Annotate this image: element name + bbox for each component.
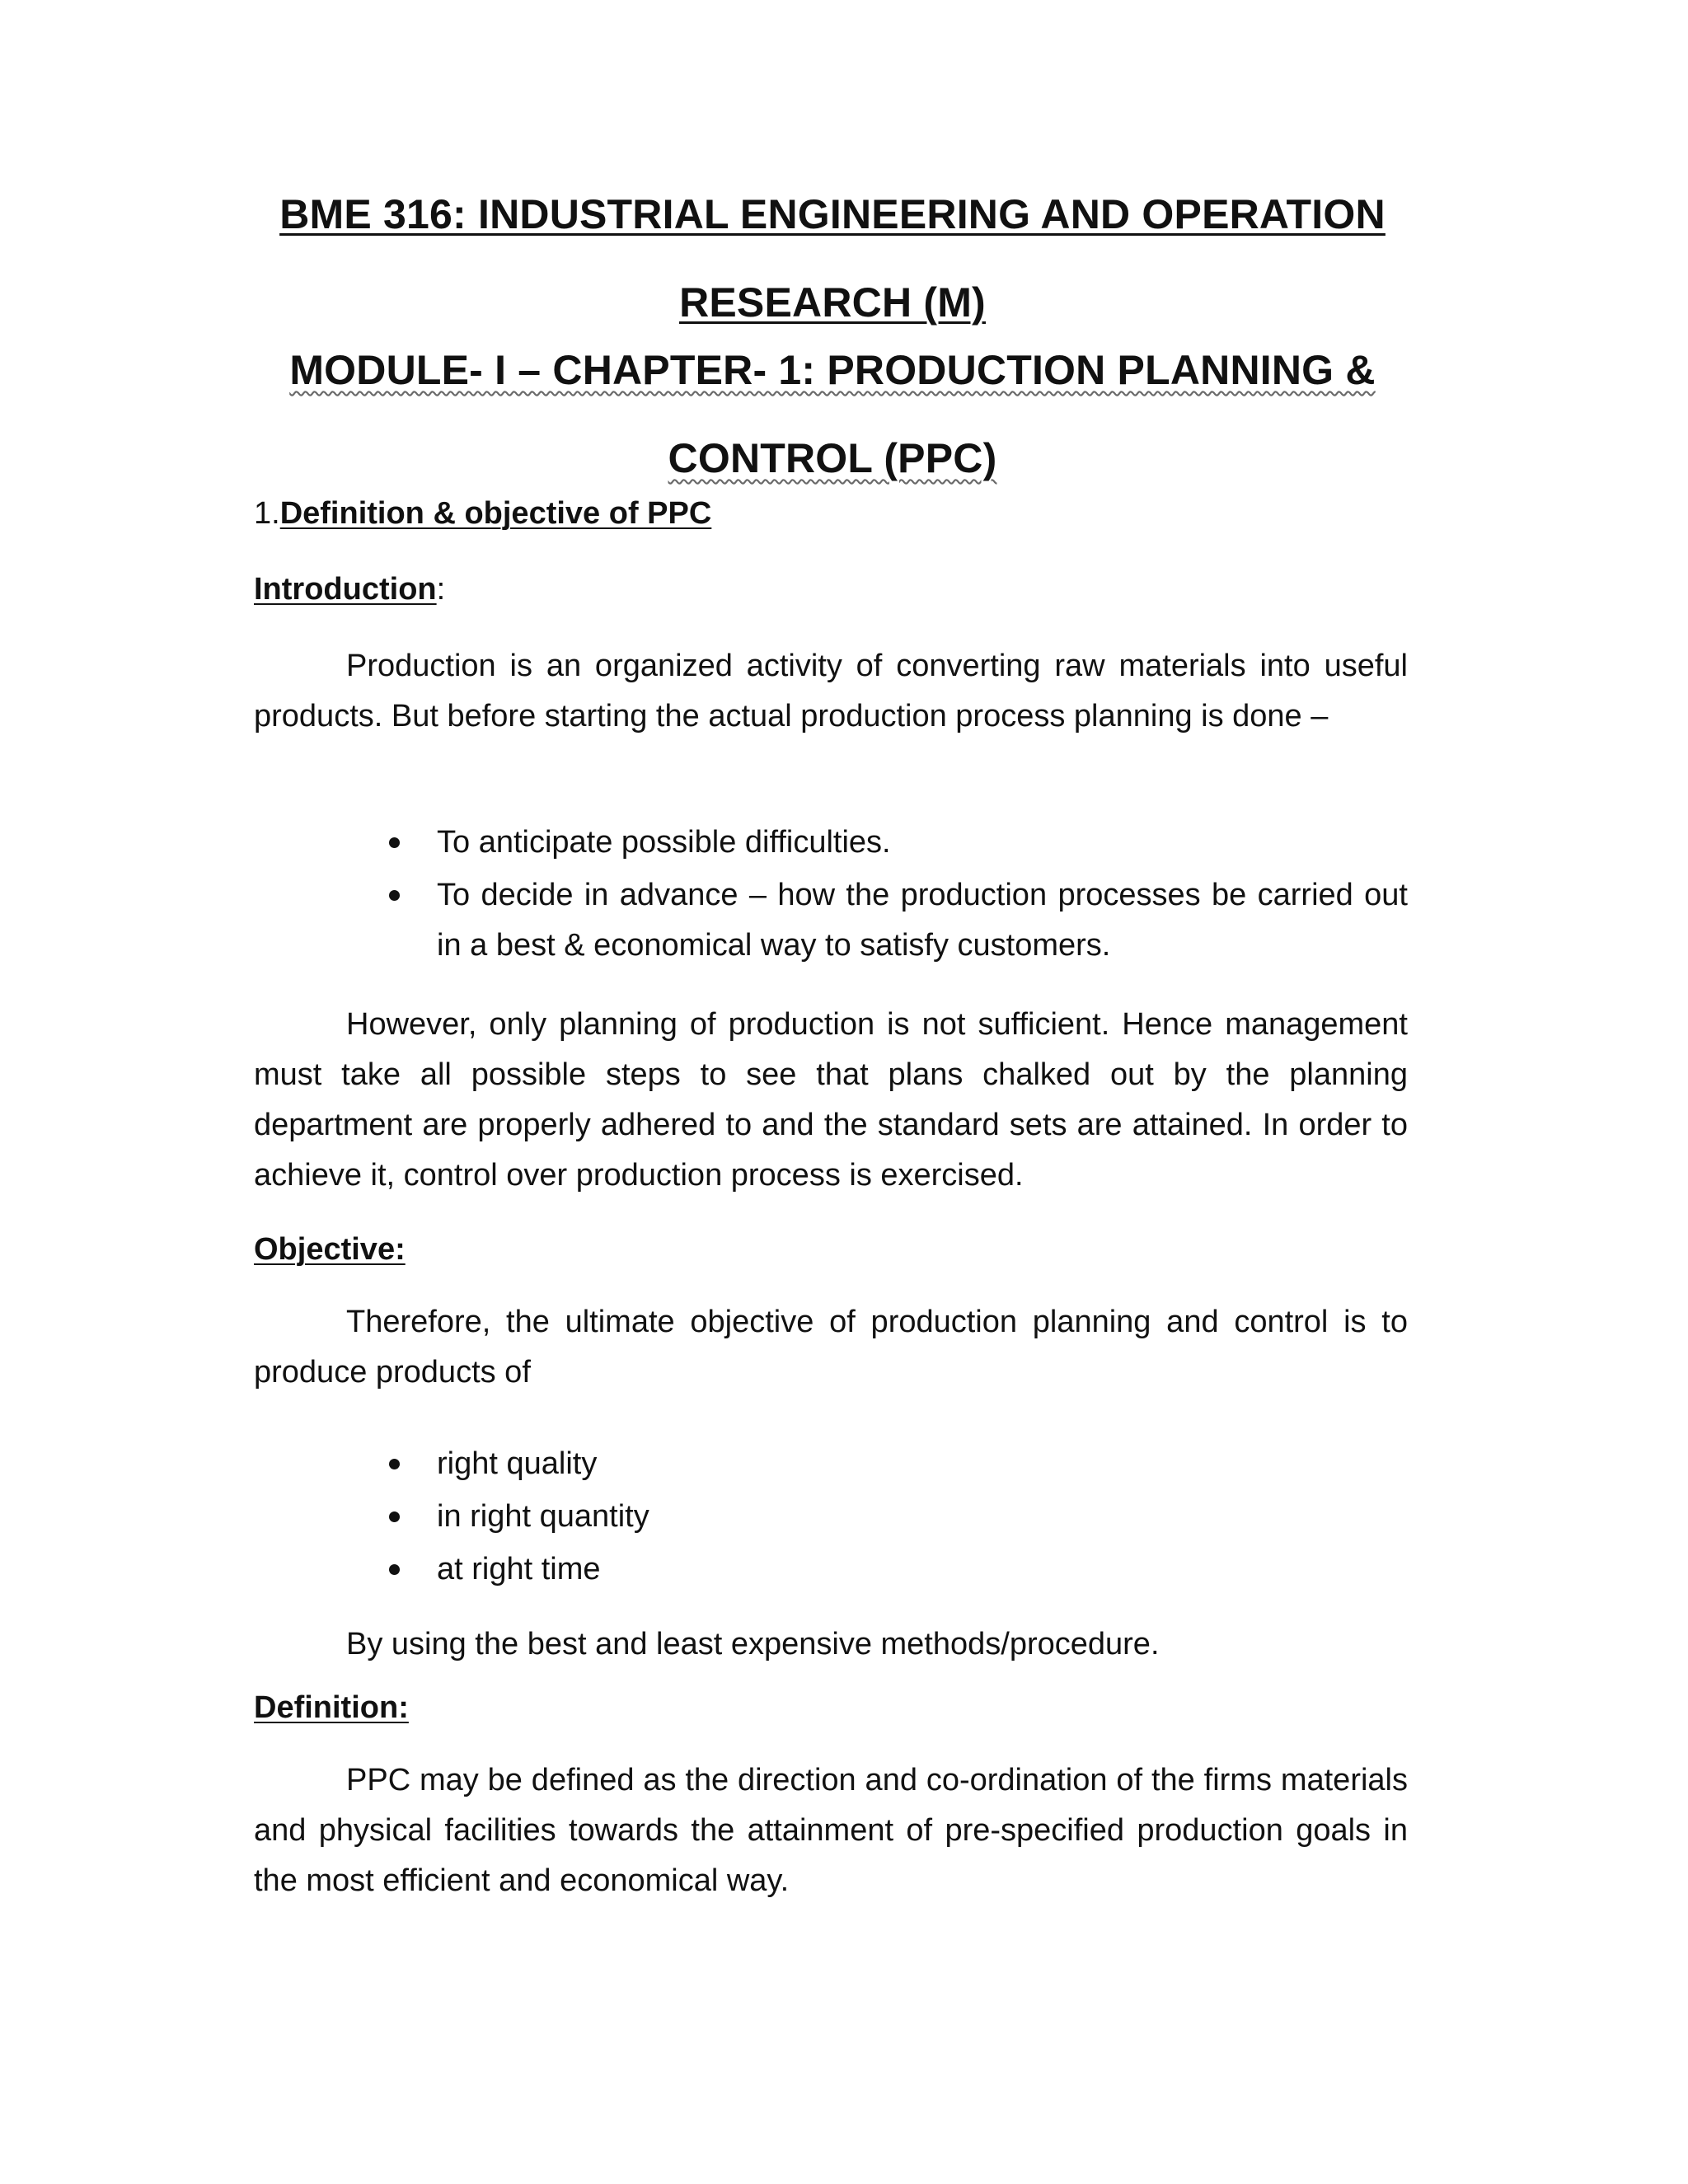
introduction-heading-colon: : [436,572,446,607]
objective-paragraph: Therefore, the ultimate objective of production planning and control is to produce products of [254,1305,1408,1390]
bullet-icon [389,1459,400,1469]
module-title-line-1: MODULE- I – CHAPTER- 1: PRODUCTION PLANNING & [289,347,1376,393]
bullet-icon [389,1564,400,1575]
section-title: Definition & objective of PPC [279,496,712,531]
course-title-line-2: RESEARCH (M) [679,279,986,326]
section-heading [254,493,711,534]
definition-heading-label: Definition: [254,1690,409,1725]
list-item-text: at right time [437,1552,601,1586]
list-item [437,870,1408,971]
introduction-paragraph-2: However, only planning of production is not sufficient. Hence management must take all possible steps to see that plans chalked out by the planning department are properly adhered to and the standard sets are attained. In order to achieve it, control over production process is exercised. [254,1007,1408,1193]
objective-bullet-list [437,1439,1408,1595]
introduction-paragraph: Production is an organized activity of converting raw materials into useful products. But before starting the actual production process planning is done – [254,649,1408,733]
list-item-text: in right quantity [437,1499,649,1534]
objective-heading-label: Objective: [254,1232,406,1267]
course-title [247,191,1418,326]
list-item [437,818,1408,868]
list-item [437,1492,1408,1542]
module-title [247,347,1418,481]
introduction-heading-label: Introduction [254,572,437,607]
list-item [437,1544,1408,1595]
objective-heading [254,1229,406,1270]
bullet-icon [389,1511,400,1522]
definition-paragraph: PPC may be defined as the direction and co-ordination of the firms materials and physical facilities towards the attainment of pre-specified production goals in the most efficient and economical way. [254,1763,1408,1898]
bullet-icon [389,837,400,848]
list-item-text: To anticipate possible difficulties. [437,825,891,860]
section-number: 1. [254,496,280,531]
definition-heading [254,1687,409,1728]
bullet-icon [389,890,400,901]
course-title-line-1: BME 316: INDUSTRIAL ENGINEERING AND OPERATION [279,191,1386,237]
list-item-text: right quality [437,1446,598,1481]
objective-closing: By using the best and least expensive methods/procedure. [346,1627,1160,1661]
introduction-heading [254,569,445,610]
list-item-text: To decide in advance – how the production processes be carried out in a best & economical way to satisfy customers. [437,878,1408,963]
introduction-bullet-list [437,818,1408,973]
list-item [437,1439,1408,1489]
module-title-line-2: CONTROL (PPC) [668,435,997,481]
